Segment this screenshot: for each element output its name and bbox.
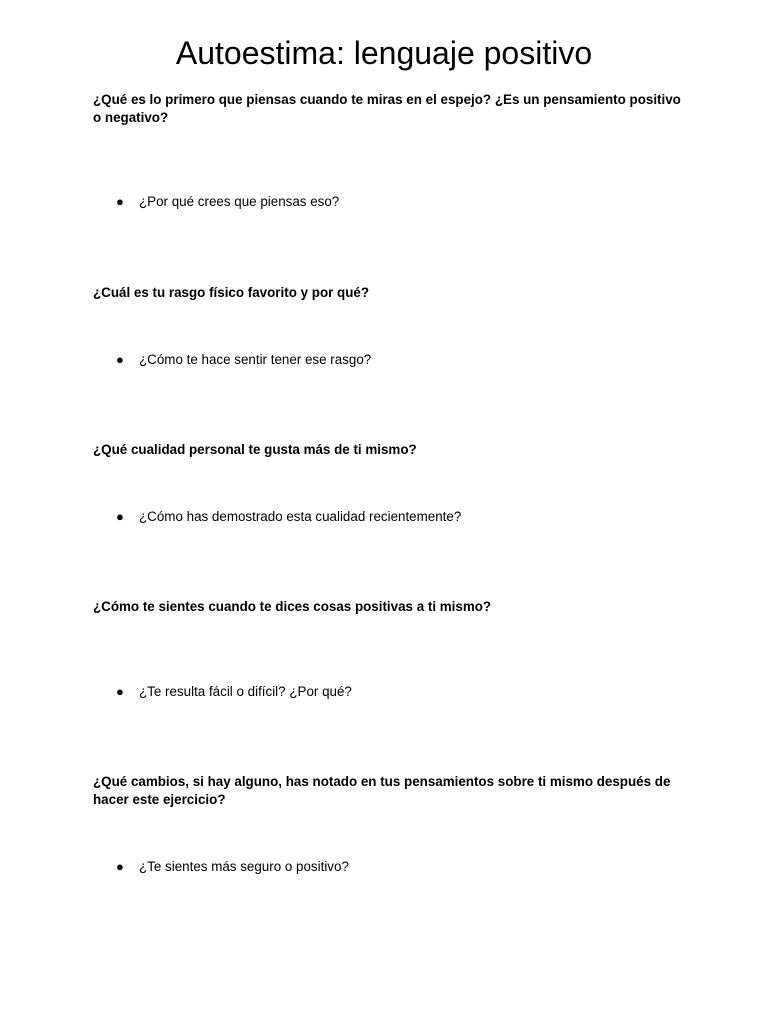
question-3: ¿Qué cualidad personal te gusta más de ti mismo? — [93, 442, 417, 457]
question-4: ¿Cómo te sientes cuando te dices cosas positivas a ti mismo? — [93, 599, 492, 614]
bullet-icon: ● — [116, 194, 124, 209]
followup-item-3 — [116, 508, 676, 526]
question-2: ¿Cuál es tu rasgo físico favorito y por qué? — [93, 285, 370, 300]
question-1: ¿Qué es lo primero que piensas cuando te miras en el espejo? ¿Es un pensamiento positivo o negativo? — [93, 92, 681, 125]
followup-item-2 — [116, 351, 676, 369]
followup-text-1: ¿Por qué crees que piensas eso? — [139, 194, 340, 209]
followup-text-4: ¿Te resulta fácil o difícil? ¿Por qué? — [139, 684, 352, 699]
bullet-icon: ● — [116, 509, 124, 524]
followup-text-3: ¿Cómo has demostrado esta cualidad recientemente? — [139, 509, 462, 524]
bullet-icon: ● — [116, 859, 124, 874]
followup-item-1 — [116, 193, 676, 211]
question-5: ¿Qué cambios, si hay alguno, has notado en tus pensamientos sobre ti mismo después de hacer este ejercicio? — [93, 774, 671, 807]
followup-text-2: ¿Cómo te hace sentir tener ese rasgo? — [139, 352, 372, 367]
followup-item-4 — [116, 683, 676, 701]
followup-item-5 — [116, 858, 676, 876]
bullet-icon: ● — [116, 684, 124, 699]
page-title: Autoestima: lenguaje positivo — [175, 35, 593, 71]
followup-text-5: ¿Te sientes más seguro o positivo? — [139, 859, 349, 874]
bullet-icon: ● — [116, 352, 124, 367]
